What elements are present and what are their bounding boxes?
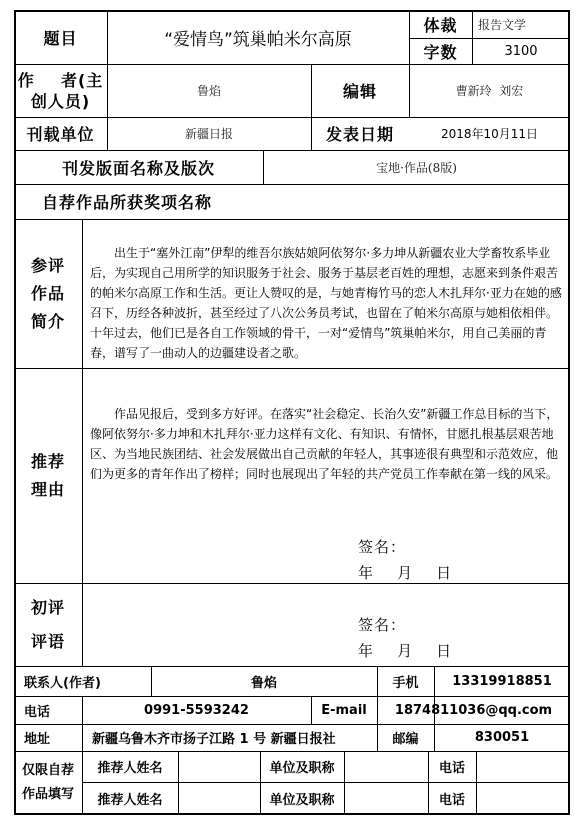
recommender-1-phone-label: 电话 bbox=[438, 761, 465, 776]
intro-label bbox=[14, 219, 82, 368]
recommender-2-phone-label: 电话 bbox=[438, 793, 465, 808]
address-value: 新疆乌鲁木齐市扬子江路 1 号 新疆日报社 bbox=[92, 732, 336, 747]
intro-text: 出生于“塞外江南”伊犁的维吾尔族姑娘阿依努尔·多力坤从新疆农业大学畜牧系毕业后，为实现自己用所学的知识服务于社会、服务于基层老百姓的理想，志愿来到条件艰苦的帕米尔高原工作和生活。更让人赞叹的是，与她青梅竹马的恋人木扎拜尔·亚力在她的感召下，历经各种波折，甚至经过了八次公务员考试，也留在了帕米尔高原与她相依相伴。十年过去，他们已是各自工作领域的骨干，一对“爱情鸟”筑巢帕米尔，用自己美丽的青春，谱写了一曲动人的边疆建设者之歌。 bbox=[90, 246, 562, 360]
author-label-line1: 作 者(主 bbox=[17, 70, 104, 90]
mobile-label: 手机 bbox=[392, 675, 419, 691]
recommender-1-unit-label: 单位及职称 bbox=[269, 761, 335, 776]
editor-label: 编辑 bbox=[342, 82, 377, 101]
recommender-2-unit-label: 单位及职称 bbox=[269, 793, 335, 808]
genre-value: 报告文学 bbox=[478, 17, 527, 32]
intro-cell bbox=[82, 219, 570, 368]
genre-label: 体裁 bbox=[423, 15, 458, 35]
reason-signature-label: 签名： bbox=[358, 538, 407, 556]
publish-date-value: 2018年10月11日 bbox=[440, 127, 539, 141]
recommender-2-name-label: 推荐人姓名 bbox=[97, 793, 163, 808]
award-label: 自荐作品所获奖项名称 bbox=[42, 193, 213, 212]
recommend-label bbox=[14, 751, 82, 815]
reason-label bbox=[14, 368, 82, 583]
email-value[interactable]: 1874811036@qq.com bbox=[394, 702, 553, 718]
reason-text: 作品见报后，受到多方好评。在落实“社会稳定、长治久安”新疆工作总目标的当下，像阿依努尔·多力坤和木扎拜尔·亚力这样有文化、有知识、有情怀，甘愿扎根基层艰苦地区、为当地民族团结、社会发展做出自己贡献的年轻人，其事迹很有典型和示范效应，他们为更多的青年作出了榜样；同时也展现出了年轻的共产党员工作奉献在第一线的风采。 bbox=[90, 407, 559, 481]
postcode-value: 830051 bbox=[474, 730, 530, 745]
phone-value: 0991-5593242 bbox=[144, 702, 249, 718]
address-label: 地址 bbox=[24, 732, 51, 747]
review-date-line: 年 月 日 bbox=[358, 642, 453, 660]
recommend-label-line2: 作品填写 bbox=[21, 787, 74, 802]
reason-label-line1: 推荐 bbox=[30, 451, 65, 471]
recommend-label-line1: 仅限自荐 bbox=[21, 763, 74, 778]
reason-cell bbox=[82, 368, 570, 583]
publisher-value: 新疆日报 bbox=[184, 127, 233, 141]
recommender-2-name-field[interactable] bbox=[178, 782, 260, 815]
author-label-line2: 创人员) bbox=[30, 91, 91, 111]
title-value: “爱情鸟”筑巢帕米尔高原 bbox=[164, 29, 352, 50]
wordcount-value: 3100 bbox=[504, 43, 538, 59]
recommender-1-unit-field[interactable] bbox=[344, 751, 428, 782]
contact-label: 联系人(作者) bbox=[24, 675, 101, 691]
postcode-label: 邮编 bbox=[392, 732, 419, 747]
intro-label-line1: 参评 bbox=[30, 255, 65, 275]
mobile-value: 13319918851 bbox=[452, 673, 552, 689]
recommender-1-name-field[interactable] bbox=[178, 751, 260, 782]
publisher-label: 刊载单位 bbox=[26, 125, 95, 144]
review-label-line1: 初评 bbox=[30, 597, 65, 617]
review-label bbox=[14, 583, 82, 666]
recommender-2-phone-field[interactable] bbox=[476, 782, 570, 815]
author-label bbox=[14, 64, 107, 117]
award-entry-form bbox=[14, 10, 570, 815]
editor-value: 曹新玲 刘宏 bbox=[455, 84, 524, 98]
contact-value: 鲁焰 bbox=[250, 675, 277, 691]
author-value: 鲁焰 bbox=[196, 84, 221, 98]
page-section-value: 宝地·作品(8版) bbox=[376, 160, 457, 175]
intro-label-line2: 作品 bbox=[30, 283, 65, 303]
recommender-1-phone-field[interactable] bbox=[476, 751, 570, 782]
recommender-1-name-label: 推荐人姓名 bbox=[97, 761, 163, 776]
wordcount-label: 字数 bbox=[423, 42, 458, 62]
recommender-2-unit-field[interactable] bbox=[344, 782, 428, 815]
reason-label-line2: 理由 bbox=[30, 479, 65, 499]
publish-date-label: 发表日期 bbox=[325, 125, 394, 144]
review-signature-label: 签名： bbox=[358, 616, 407, 634]
phone-label: 电话 bbox=[24, 704, 51, 720]
email-label: E-mail bbox=[321, 702, 367, 718]
page-section-label: 刊发版面名称及版次 bbox=[61, 158, 215, 178]
reason-date-line: 年 月 日 bbox=[358, 564, 453, 582]
review-label-line2: 评语 bbox=[30, 631, 65, 651]
award-value[interactable] bbox=[263, 184, 570, 219]
intro-label-line3: 简介 bbox=[30, 311, 65, 331]
title-label: 题目 bbox=[43, 28, 78, 48]
